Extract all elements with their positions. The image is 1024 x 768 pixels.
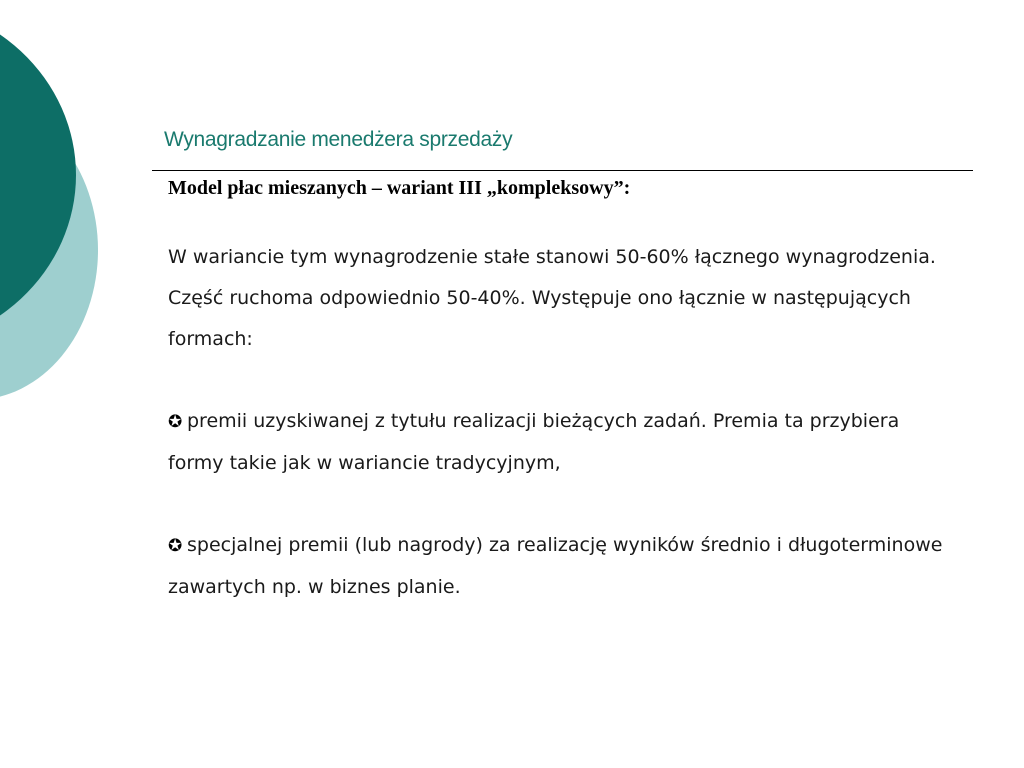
star-bullet-icon: ✪ xyxy=(168,412,183,432)
bullet-item xyxy=(168,401,958,484)
bullet-text: premii uzyskiwanej z tytułu realizacji bieżących zadań. Premia ta przybiera formy takie jak w wariancie tradycyjnym, xyxy=(168,410,900,474)
intro-paragraph: W wariancie tym wynagrodzenie stałe stanowi 50-60% łącznego wynagrodzenia. Część ruchoma odpowiednio 50-40%. Występuje ono łącznie w następujących formach: xyxy=(168,246,936,350)
bullet-item xyxy=(168,525,958,608)
bullet-text: specjalnej premii (lub nagrody) za realizację wyników średnio i długoterminowe zawartych np. w biznes planie. xyxy=(168,534,943,598)
slide-title: Wynagradzanie menedżera sprzedaży xyxy=(164,128,513,151)
slide-body xyxy=(168,237,958,608)
slide-subtitle: Model płac mieszanych – wariant III „kompleksowy”: xyxy=(168,177,631,199)
title-divider xyxy=(152,170,973,171)
star-bullet-icon: ✪ xyxy=(168,536,183,556)
